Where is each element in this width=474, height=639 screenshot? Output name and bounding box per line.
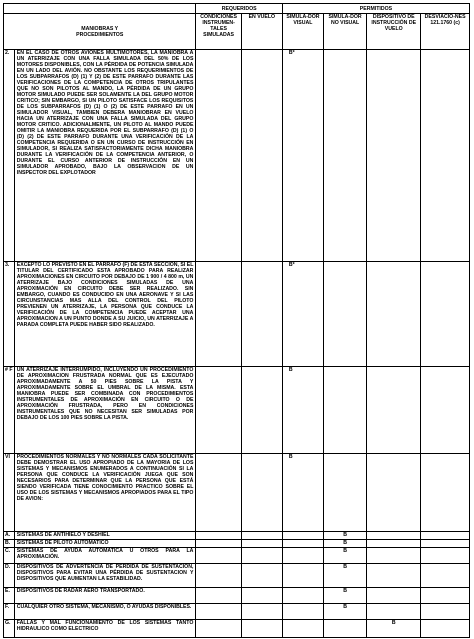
cell-condiciones (196, 262, 241, 367)
cell-desviaciones (421, 620, 470, 638)
cell-desviaciones (421, 548, 470, 564)
cell-en-vuelo (241, 454, 282, 532)
cell-condiciones (196, 588, 241, 604)
cell-dispositivo (367, 50, 421, 262)
row-number: E. (4, 588, 15, 604)
cell-condiciones (196, 548, 241, 564)
cell-dispositivo (367, 548, 421, 564)
cell-desviaciones (421, 50, 470, 262)
cell-sim-visual (282, 540, 323, 548)
cell-desviaciones (421, 367, 470, 454)
table-row (4, 454, 470, 532)
cell-condiciones (196, 454, 241, 532)
header-desviaciones: DESVIACIO-NES 121.1760 (c) (421, 14, 470, 50)
cell-sim-no-visual (323, 367, 366, 454)
row-number: 3. (4, 262, 15, 367)
row-number: # F (4, 367, 15, 454)
row-number: B. (4, 540, 15, 548)
cell-sim-visual (282, 564, 323, 588)
cell-sim-visual: B (282, 367, 323, 454)
cell-desviaciones (421, 262, 470, 367)
cell-dispositivo (367, 564, 421, 588)
row-text: DISPOSITIVOS DE RADAR AERO TRANSPORTADO. (14, 588, 196, 604)
cell-en-vuelo (241, 588, 282, 604)
cell-condiciones (196, 50, 241, 262)
cell-dispositivo: B (367, 620, 421, 638)
cell-dispositivo (367, 262, 421, 367)
table-row (4, 540, 470, 548)
maneuvers-table (3, 3, 470, 638)
cell-en-vuelo (241, 604, 282, 620)
cell-sim-no-visual (323, 50, 366, 262)
cell-en-vuelo (241, 548, 282, 564)
cell-en-vuelo (241, 532, 282, 540)
row-text: SISTEMAS DE AYUDA AUTOMATICA U OTROS PARA LA APROXIMACIÓN. (14, 548, 196, 564)
cell-sim-no-visual: B (323, 540, 366, 548)
cell-sim-visual (282, 620, 323, 638)
cell-dispositivo (367, 604, 421, 620)
header-maniobras: MANIOBRAS Y PROCEDIMIENTOS (4, 14, 196, 50)
table-row (4, 564, 470, 588)
cell-en-vuelo (241, 367, 282, 454)
cell-sim-visual: B* (282, 50, 323, 262)
row-text: EXCEPTO LO PREVISTO EN EL PARRAFO (F) DE ESTA SECCION, SI EL TITULAR DEL CERTIFICADO ESTA APROBADO PARA REALIZAR APROXIMACIONES EN CIRCUITO POR DEBAJO DE 1 900 / 4 800 m, UN ATERRIZAJE BAJO CONDICIONES SIMULADAS DE UNA APROXIMACIÓN EN CIRCUITO DEBE SER REALIZADO. SIN EMBARGO, CUANDO ES CONDUCIDO EN UNA AERONAVE Y SI LAS CIRCUNSTANCIAS MAS ALLA DEL CONTROL DEL PILOTO PREVIENEN UN ATERRIZAJE, LA PERSONA QUE CONDUCE LA VERIFICACIÓN DE LA COMPETENCIA PUEDE ACEPTAR UNA APROXIMACION A UN PUNTO DONDE A SU JUICIO, UN ATERRIZAJE A PARADA COMPLETA PUEDE HABER SIDO REALIZADO. (14, 262, 196, 367)
row-text: FALLAS Y MAL FUNCIONAMIENTO DE LOS SISTEMAS TANTO HIDRAULICO COMO ELECTRICO (14, 620, 196, 638)
cell-sim-no-visual (323, 262, 366, 367)
row-text: SISTEMAS DE PILOTO AUTOMATICO (14, 540, 196, 548)
row-text: EN EL CASO DE OTROS AVIONES MULTIMOTORES, LA MANIOBRA A UN ATERRIZAJE CON UNA FALLA SIMULADA DEL 50% DE LOS MOTORES DISPONIBLES, CON LA PÉRDIDA DE POTENCIA SIMULADA EN UN LADO DEL AVIÓN. NO OBSTANTE LOS REQUERIMIENTOS DE LOS SUBPARRAFOS (D) (1) Y (2) DE ESTE PARRAFO DURANTE LAS VERIFICACIONES DE LA COMPETENCIA DE OTROS TRIPULANTES QUE NO SON PILOTOS AL MANDO, LA PÉRDIDA DE UN GRUPO MOTOR SIMULADO PUEDE SER SOLAMENTE LA DEL GRUPO MOTOR CRITICO; SIN EMBARGO, SI UN PILOTO SATISFACE LOS REQUISITOS DE LOS SUBPARRAFOS (D) (1) O (2) DE ESTE PARRAFO EN UN SIMULADOR VISUAL, TAMBIEN DEBERA MANIOBRAR EN VUELO HACIA UN ATERRIZAJE CON UNA FALLA SIMULADA DEL GRUPO MOTOR CRITICO. ADICIONALMENTE, UN PILOTO AL MANDO PUEDE OMITIR LA MANIOBRA REQUERIDA POR EL SUBPARRAFO (D) (1) O (D) (2) DE ESTE PARRAFO DURANTE UNA VERIFICACIÓN DE LA COMPETENCIA REQUERIDA O EN UN CURSO DE INSTRUCCIÓN EN SIMULADOR, SI REALIZA SATISFACTORIAMENTE DICHA MANIOBRA DURANTE LA VERIFICACIÓN DE LA COMPETENCIA ANTERIOR, O DURANTE EL CURSO ANTERIOR DE INSTRUCCIÓN EN UN SIMULADOR APROBADO, BAJO LA OBSERVACION DE UN INSPECTOR DEL EXPLOTADOR (14, 50, 196, 262)
row-text: UN ATERRIZAJE INTERRUMPIDO, INCLUYENDO UN PROCEDIMIENTO DE APROXIMACION FRUSTRADA NORMAL QUE ES EJECUTADO APROXIMADAMENTE A 50 PIES SOBRE LA PISTA Y APROXIMADAMENTE SOBRE EL UMBRAL DE LA MISMA. ESTA MANIOBRA PUEDE SER COMBINADA CON PROCEDIMIENTOS INSTRUMENTALES DE APROXIMACIÓN EN CIRCUITO O DE APROXIMACIÓN FRUSTRADA, PERO EN CONDICIONES INSTRUMENTALES QUE NO NECESITAN SER SIMULADAS POR DEBAJO DE LOS 100 PIES SOBRE LA PISTA. (14, 367, 196, 454)
table-row (4, 604, 470, 620)
table-row (4, 367, 470, 454)
row-number: F. (4, 604, 15, 620)
cell-sim-visual: B (282, 454, 323, 532)
header-en-vuelo: EN VUELO (241, 14, 282, 50)
cell-sim-visual (282, 588, 323, 604)
row-number: C. (4, 548, 15, 564)
cell-en-vuelo (241, 564, 282, 588)
cell-sim-visual (282, 604, 323, 620)
cell-dispositivo (367, 588, 421, 604)
cell-sim-no-visual: B (323, 548, 366, 564)
header-condiciones: CONDICIONES INSTRUMEN-TALES SIMULADAS (196, 14, 241, 50)
cell-en-vuelo (241, 620, 282, 638)
cell-sim-no-visual: B (323, 604, 366, 620)
header-requeridos: REQUERIDOS (196, 4, 282, 14)
cell-desviaciones (421, 540, 470, 548)
cell-dispositivo (367, 367, 421, 454)
header-blank (4, 4, 196, 14)
table-row (4, 50, 470, 262)
row-text: CUALQUIER OTRO SISTEMA, MECANISMO, O AYUDAS DISPONIBLES. (14, 604, 196, 620)
cell-condiciones (196, 620, 241, 638)
cell-dispositivo (367, 454, 421, 532)
cell-dispositivo (367, 532, 421, 540)
header-sim-visual: SIMULA-DOR VISUAL (282, 14, 323, 50)
row-number: 2. (4, 50, 15, 262)
cell-condiciones (196, 604, 241, 620)
header-permitidos: PERMITIDOS (282, 4, 469, 14)
row-text: SISTEMAS DE ANTIHIELO Y DESHIEL (14, 532, 196, 540)
cell-en-vuelo (241, 540, 282, 548)
cell-desviaciones (421, 532, 470, 540)
cell-en-vuelo (241, 262, 282, 367)
cell-condiciones (196, 367, 241, 454)
table-row (4, 588, 470, 604)
cell-condiciones (196, 532, 241, 540)
cell-sim-visual (282, 532, 323, 540)
table-row (4, 620, 470, 638)
cell-sim-no-visual: B (323, 588, 366, 604)
cell-en-vuelo (241, 50, 282, 262)
cell-desviaciones (421, 454, 470, 532)
header-sim-no-visual: SIMULA-DOR NO VISUAL (323, 14, 366, 50)
row-number: VI (4, 454, 15, 532)
row-text: PROCEDIMIENTOS NORMALES Y NO NORMALES CADA SOLICITANTE DEBE DEMOSTRAR EL USO APROPIADO DE LA MAYORIA DE LOS SISTEMAS Y MECANISMOS ENUMERADOS A CONTINUACIÓN SI LA PERSONA QUE CONDUCE LA VERIFICACIÓN JUEGA QUE SON NECESARIOS PARA DETERMINAR QUE LA PERSONA QUE ESTÁ SIENDO VERIFICADA TIENE CONOCIMIENTO PRACTICO SOBRE EL USO DE LOS SISTEMAS Y MECANISMOS APROPIADOS PARA EL TIPO DE AVION: (14, 454, 196, 532)
cell-desviaciones (421, 604, 470, 620)
cell-sim-no-visual: B (323, 564, 366, 588)
cell-desviaciones (421, 564, 470, 588)
cell-sim-no-visual (323, 620, 366, 638)
table-row (4, 548, 470, 564)
header-dispositivo: DISPOSITIVO DE INSTRUCCIÓN DE VUELO (367, 14, 421, 50)
row-number: A. (4, 532, 15, 540)
cell-sim-no-visual (323, 454, 366, 532)
row-number: D. (4, 564, 15, 588)
table-row (4, 532, 470, 540)
cell-sim-visual: B* (282, 262, 323, 367)
cell-sim-no-visual: B (323, 532, 366, 540)
row-text: DISPOSITIVOS DE ADVERTENCIA DE PÉRDIDA DE SUSTENTACION, DISPOSITIVOS PARA EVITAR UNA PÉRDIDA DE SUSTENTACION Y DISPOSITIVOS QUE AUMENTAN LA ESTABILIDAD. (14, 564, 196, 588)
cell-sim-visual (282, 548, 323, 564)
cell-desviaciones (421, 588, 470, 604)
table-row (4, 262, 470, 367)
cell-condiciones (196, 564, 241, 588)
cell-dispositivo (367, 540, 421, 548)
cell-condiciones (196, 540, 241, 548)
row-number: G. (4, 620, 15, 638)
